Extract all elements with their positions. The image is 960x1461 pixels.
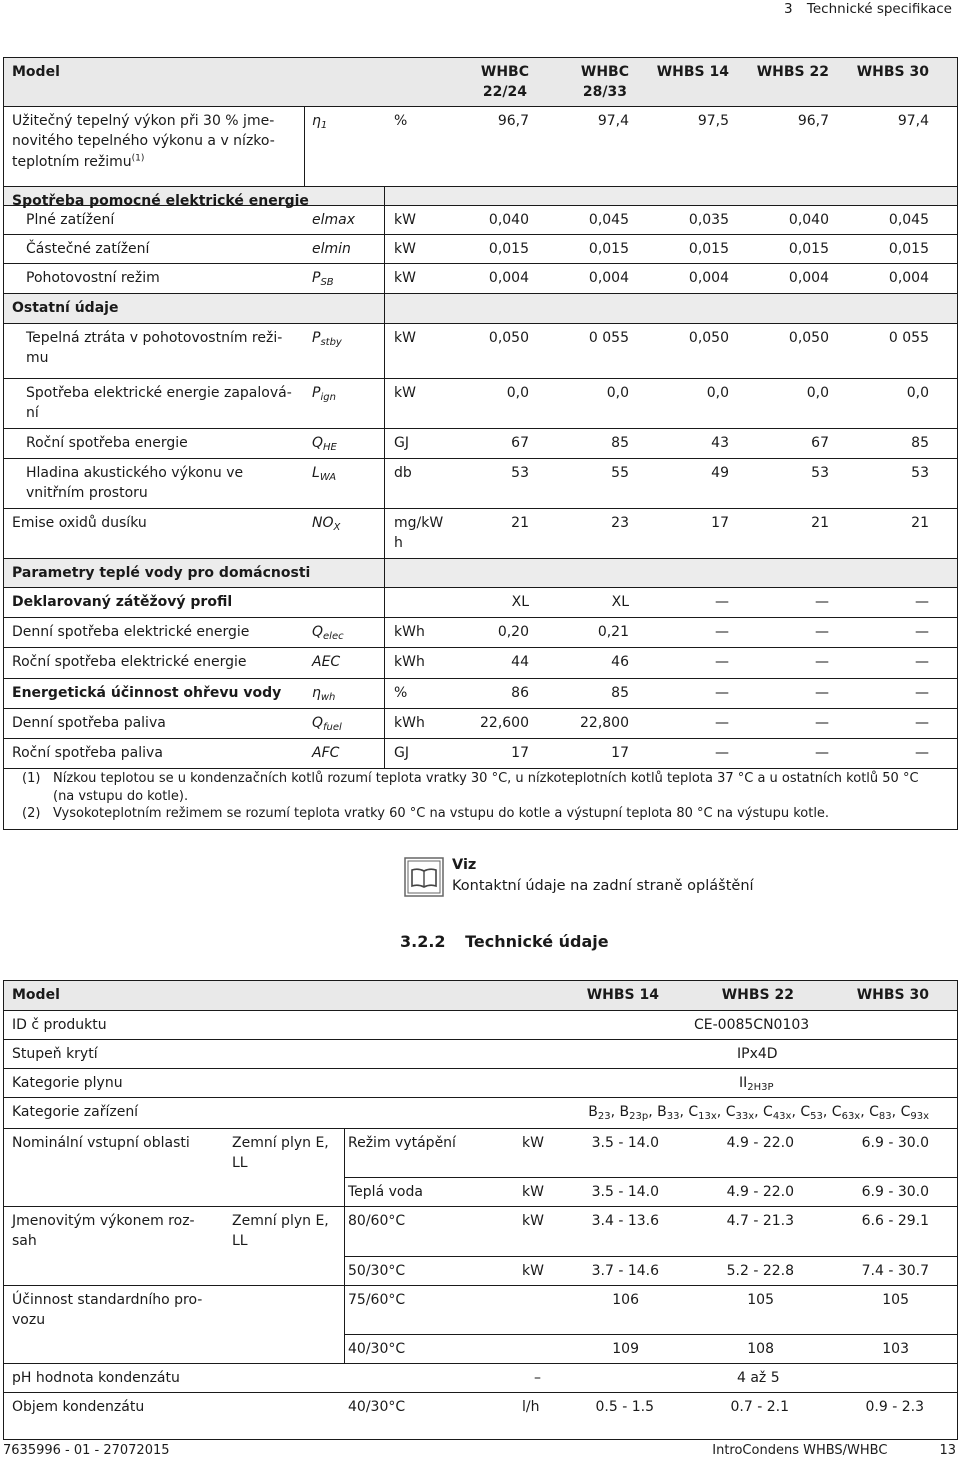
section-row	[4, 293, 957, 323]
column-divider	[384, 186, 385, 768]
row-value: 0,015	[888, 241, 929, 257]
row-value: —	[915, 594, 929, 610]
row-value: 96,7	[797, 113, 829, 129]
row-value: 97,4	[897, 113, 929, 129]
row-value: $B_{23}$, $B_{23p}$, $B_{33}$, $C_{13x}$, $C_{33x}$, $C_{43x}$, $C_{53}$, $C_{63x}$, $C_{83}$, $C_{93x}$	[588, 1104, 929, 1122]
row-value: —	[915, 715, 929, 731]
row-value: 3.7 - 14.6	[591, 1263, 659, 1279]
row-value: 0,004	[688, 270, 729, 286]
row-label: Jmenovitým výkonem roz- sah	[12, 1213, 195, 1250]
row-value: 3.5 - 14.0	[591, 1184, 659, 1200]
row-value: 21	[511, 515, 529, 531]
row-value: 3.5 - 14.0	[591, 1135, 659, 1151]
table-row	[4, 1039, 957, 1068]
row-value: 17	[611, 745, 629, 761]
row-value: 21	[811, 515, 829, 531]
row-value: 0.5 - 1.5	[595, 1399, 654, 1415]
row-symbol: $L_{WA}$	[312, 465, 337, 483]
row-value: XL	[511, 594, 529, 610]
row-value: 4.7 - 21.3	[726, 1213, 794, 1229]
subsection-number: 3.2.2	[400, 932, 446, 951]
row-unit: %	[394, 113, 408, 129]
row-value: —	[815, 715, 829, 731]
row-label: Denní spotřeba elektrické energie	[12, 624, 250, 640]
footer-right	[712, 1442, 956, 1461]
model-column-header: WHBS 30	[856, 987, 929, 1003]
row-value: 67	[511, 435, 529, 451]
row-label: Deklarovaný zátěžový profil	[12, 594, 233, 610]
model-column-header: WHBS 14	[586, 987, 659, 1003]
row-condition: 75/60°C	[348, 1292, 406, 1308]
row-value: 22,600	[480, 715, 529, 731]
row-value: 49	[711, 465, 729, 481]
row-symbol: AFC	[312, 745, 340, 761]
row-value: —	[815, 594, 829, 610]
row-value: 0,004	[588, 270, 629, 286]
row-value: 6.9 - 30.0	[861, 1135, 929, 1151]
row-value: 0 055	[888, 330, 929, 346]
table-row	[4, 1392, 957, 1421]
row-label: Kategorie zařízení	[12, 1104, 139, 1120]
row-value: 0,050	[688, 330, 729, 346]
row-value: 0,040	[788, 212, 829, 228]
model-column-header: WHBS 14	[656, 64, 729, 80]
header-row	[4, 58, 957, 106]
column-divider	[304, 106, 305, 186]
row-value: —	[815, 685, 829, 701]
row-value: —	[715, 624, 729, 640]
row-symbol: $\eta_1$	[312, 113, 328, 131]
row-value: 17	[511, 745, 529, 761]
table-row	[4, 617, 957, 647]
row-value: —	[715, 654, 729, 670]
table-row	[4, 508, 957, 558]
model-header: Model	[12, 64, 60, 80]
row-value: 0,0	[906, 385, 929, 401]
section-title: Parametry teplé vody pro domácnosti	[12, 565, 311, 581]
footnote-mark: (2)	[22, 806, 41, 821]
table-row	[344, 1334, 957, 1363]
row-value: 96,7	[497, 113, 529, 129]
row-value: IPx4D	[737, 1046, 778, 1062]
row-value: 86	[511, 685, 529, 701]
row-label: Nominální vstupní oblasti	[12, 1135, 190, 1151]
row-sublabel: Zemní plyn E, LL	[232, 1213, 329, 1250]
row-symbol: $NO_X$	[312, 515, 341, 533]
row-unit: kW	[394, 385, 416, 401]
row-value: 4.9 - 22.0	[726, 1184, 794, 1200]
row-label: Stupeň krytí	[12, 1046, 98, 1062]
row-value: 6.6 - 29.1	[861, 1213, 929, 1229]
row-value: —	[715, 594, 729, 610]
row-symbol: $Q_{HE}$	[312, 435, 337, 453]
row-value: 0 055	[588, 330, 629, 346]
row-value: 97,5	[697, 113, 729, 129]
row-value: 55	[611, 465, 629, 481]
row-value: —	[815, 745, 829, 761]
row-value: 0,20	[497, 624, 529, 640]
row-label: Spotřeba elektrické energie zapalová- ní	[26, 385, 292, 422]
row-unit: kW	[394, 241, 416, 257]
row-symbol: $\eta_{wh}$	[312, 685, 336, 703]
row-unit: l/h	[522, 1399, 540, 1415]
row-label: Denní spotřeba paliva	[12, 715, 166, 731]
row-value: 5.2 - 22.8	[726, 1263, 794, 1279]
table-row	[4, 323, 957, 378]
row-label: ID č produktu	[12, 1017, 107, 1033]
model-header: Model	[12, 987, 60, 1003]
section-number: 3	[784, 1, 793, 17]
row-value: 0,015	[488, 241, 529, 257]
row-value: 22,800	[580, 715, 629, 731]
row-value: XL	[611, 594, 629, 610]
row-value: 17	[711, 515, 729, 531]
row-condition: Teplá voda	[348, 1184, 423, 1200]
row-value: 109	[612, 1341, 639, 1357]
table-row	[4, 647, 957, 678]
row-unit: kW	[522, 1263, 544, 1279]
table-row	[4, 458, 957, 508]
row-value: CE-0085CN0103	[694, 1017, 810, 1033]
model-column-header: WHBC 28/33	[580, 64, 629, 101]
row-value: 108	[747, 1341, 774, 1357]
row-value: 53	[811, 465, 829, 481]
row-value: 67	[811, 435, 829, 451]
row-label: Roční spotřeba energie	[26, 435, 188, 451]
model-column-header: WHBC 22/24	[480, 64, 529, 101]
row-value: —	[815, 654, 829, 670]
row-value: 0,0	[806, 385, 829, 401]
row-value: —	[715, 715, 729, 731]
technical-data-table	[3, 980, 958, 1440]
model-column-header: WHBS 22	[721, 987, 794, 1003]
footnote-text: Vysokoteplotním režimem se rozumí teplota vratky 60 °C na vstupu do kotle a výstupní teplota 80 °C na výstupu kotle.	[53, 806, 830, 821]
row-label: Částečné zatížení	[26, 241, 150, 257]
row-value: 43	[711, 435, 729, 451]
row-unit: kW	[522, 1135, 544, 1151]
row-label: Pohotovostní režim	[26, 270, 160, 286]
table-row	[4, 1068, 957, 1097]
row-value: —	[915, 654, 929, 670]
subsection-heading	[400, 930, 609, 953]
table-row	[4, 1010, 957, 1039]
row-condition: 80/60°C	[348, 1213, 406, 1229]
row-symbol: elmax	[312, 212, 356, 228]
row-value: 0.7 - 2.1	[730, 1399, 789, 1415]
row-symbol: $P_{stby}$	[312, 330, 342, 348]
table-row	[4, 708, 957, 738]
footnotes	[3, 767, 958, 830]
row-label: Objem kondenzátu	[12, 1399, 145, 1415]
row-sublabel: Zemní plyn E, LL	[232, 1135, 329, 1172]
row-value: 0,0	[606, 385, 629, 401]
row-unit: GJ	[394, 435, 409, 451]
row-label: Plné zatížení	[26, 212, 115, 228]
row-value: 0,045	[588, 212, 629, 228]
row-unit: kWh	[394, 715, 425, 731]
model-column-header: WHBS 30	[856, 64, 929, 80]
row-value: 0,004	[788, 270, 829, 286]
row-value: 4.9 - 22.0	[726, 1135, 794, 1151]
row-condition: 40/30°C	[348, 1341, 406, 1357]
table-row	[4, 1128, 957, 1177]
row-value: 105	[882, 1292, 909, 1308]
section-title: Ostatní údaje	[12, 300, 119, 316]
row-condition: 50/30°C	[348, 1263, 406, 1279]
row-unit: kW	[394, 270, 416, 286]
page-header	[784, 0, 952, 20]
book-icon	[404, 857, 444, 897]
row-value: 103	[882, 1341, 909, 1357]
table-row	[4, 106, 957, 186]
footnote-mark: (1)	[22, 771, 41, 786]
table-row	[4, 205, 957, 234]
row-label: Roční spotřeba paliva	[12, 745, 163, 761]
table-row	[4, 234, 957, 263]
row-label: Tepelná ztráta v pohotovostním reži- mu	[26, 330, 283, 367]
row-symbol: AEC	[312, 654, 341, 670]
product-name: IntroCondens WHBS/WHBC	[712, 1443, 888, 1458]
table-row	[344, 1177, 957, 1206]
section-title: Spotřeba pomocné elektrické energie	[12, 193, 309, 209]
row-unit: kW	[394, 330, 416, 346]
row-symbol: $Q_{fuel}$	[312, 715, 342, 733]
table-row	[344, 1256, 957, 1285]
note-title: Viz	[452, 857, 477, 873]
row-value: 23	[611, 515, 629, 531]
row-unit: GJ	[394, 745, 409, 761]
row-value: 46	[611, 654, 629, 670]
row-value: —	[715, 685, 729, 701]
row-value: 0,040	[488, 212, 529, 228]
row-value: 7.4 - 30.7	[861, 1263, 929, 1279]
row-label: Roční spotřeba elektrické energie	[12, 654, 247, 670]
row-value: 3.4 - 13.6	[591, 1213, 659, 1229]
row-value: 0,050	[788, 330, 829, 346]
row-value: 0,0	[706, 385, 729, 401]
row-unit: mg/kW h	[394, 515, 444, 552]
row-value: 0,015	[788, 241, 829, 257]
row-label: Hladina akustického výkonu ve vnitřním prostoru	[26, 465, 244, 502]
row-unit: %	[394, 685, 408, 701]
row-value: 0,050	[488, 330, 529, 346]
row-label: Energetická účinnost ohřevu vody	[12, 685, 282, 701]
row-symbol: $P_{SB}$	[312, 270, 334, 288]
row-value: 97,4	[597, 113, 629, 129]
row-value: 0,015	[588, 241, 629, 257]
row-value: 0,045	[888, 212, 929, 228]
row-value: 6.9 - 30.0	[861, 1184, 929, 1200]
section-row	[4, 186, 957, 209]
page-number: 13	[939, 1443, 956, 1458]
row-symbol: $Q_{elec}$	[312, 624, 344, 642]
table-row	[4, 1206, 957, 1256]
row-unit: kW	[522, 1184, 544, 1200]
row-value: 85	[911, 435, 929, 451]
row-value: 53	[511, 465, 529, 481]
row-value: 85	[611, 685, 629, 701]
section-title: Technické specifikace	[806, 1, 952, 17]
footnote-text: Nízkou teplotou se u kondenzačních kotlů rozumí teplota vratky 30 °C, u nízkoteplotních kotlů teplota 37 °C a u ostatních kotlů 50 °C (na vstupu do kotle).	[53, 771, 919, 805]
row-value: 21	[911, 515, 929, 531]
row-value: —	[915, 745, 929, 761]
row-condition: Režim vytápění	[348, 1135, 456, 1151]
row-label: Kategorie plynu	[12, 1075, 123, 1091]
row-value: 44	[511, 654, 529, 670]
row-value: 0,015	[688, 241, 729, 257]
row-value: 4 až 5	[737, 1370, 780, 1386]
table-row	[4, 738, 957, 768]
table-row	[4, 263, 957, 293]
row-label: Emise oxidů dusíku	[12, 515, 147, 531]
row-unit: kW	[394, 212, 416, 228]
column-divider	[344, 1128, 345, 1363]
header-row	[4, 981, 957, 1010]
row-value: —	[915, 624, 929, 640]
table-row	[4, 378, 957, 428]
table-row	[4, 678, 957, 708]
section-row	[4, 558, 957, 587]
row-label: pH hodnota kondenzátu	[12, 1370, 180, 1386]
energy-parameters-table	[3, 57, 958, 769]
row-value: 0,0	[506, 385, 529, 401]
table-row	[4, 1285, 957, 1334]
row-value: —	[815, 624, 829, 640]
row-condition: 40/30°C	[348, 1399, 406, 1415]
row-value: 85	[611, 435, 629, 451]
row-unit: kW	[522, 1213, 544, 1229]
row-symbol: $P_{ign}$	[312, 385, 336, 403]
row-value: $II_{2H3P}$	[739, 1075, 774, 1093]
page-footer	[3, 1439, 956, 1458]
row-value: —	[715, 745, 729, 761]
row-value: 106	[612, 1292, 639, 1308]
note-text: Kontaktní údaje na zadní straně opláštění	[452, 878, 754, 894]
row-unit: db	[394, 465, 412, 481]
subsection-title: Technické údaje	[465, 932, 609, 951]
table-row	[4, 587, 957, 617]
table-row	[4, 1097, 957, 1128]
model-column-header: WHBS 22	[756, 64, 829, 80]
row-label: Užitečný tepelný výkon při 30 % jme- novitého tepelného výkonu a v nízko- teplotním režimu$^{(1)}$	[12, 113, 275, 170]
row-symbol: elmin	[312, 241, 351, 257]
row-label: Účinnost standardního pro- vozu	[12, 1292, 203, 1329]
row-value: 0,004	[488, 270, 529, 286]
row-unit: kWh	[394, 624, 425, 640]
row-value: 105	[747, 1292, 774, 1308]
row-unit: kWh	[394, 654, 425, 670]
row-value: 0,035	[688, 212, 729, 228]
row-unit: –	[534, 1370, 541, 1386]
row-value: 0,004	[888, 270, 929, 286]
table-row	[4, 1363, 957, 1392]
table-row	[4, 428, 957, 458]
row-value: —	[915, 685, 929, 701]
row-value: 0.9 - 2.3	[865, 1399, 924, 1415]
doc-number: 7635996 - 01 - 27072015	[3, 1443, 170, 1458]
row-value: 53	[911, 465, 929, 481]
row-value: 0,21	[597, 624, 629, 640]
